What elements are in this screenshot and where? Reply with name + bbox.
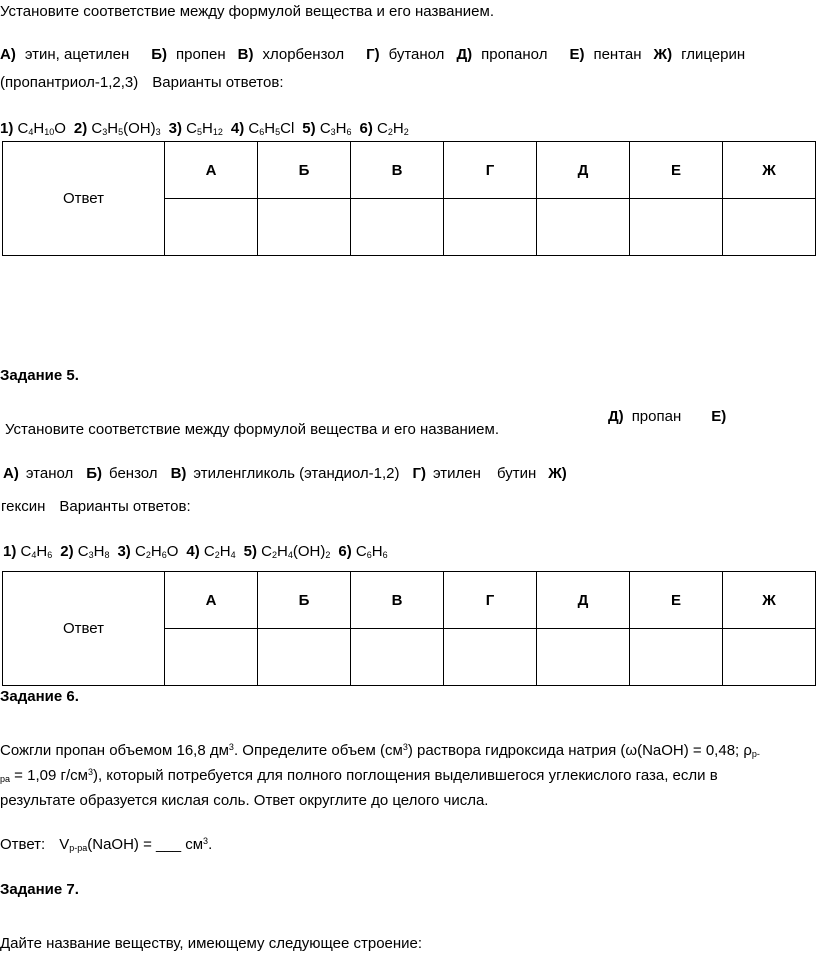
name-e-text: бутин [496,465,537,482]
task5-answer-table [2,571,816,686]
name-v-letter: В) [170,465,187,482]
name-text: пентан [593,46,642,63]
answer-cell[interactable] [723,199,816,256]
column-header: В [351,142,444,199]
task6-heading: Задание 6. [0,688,79,705]
variants-label: Варианты ответов: [152,74,284,91]
answer-cell[interactable] [444,199,537,256]
option-formula: $C_3H_6$ [319,120,352,137]
superscript: 3 [87,767,93,777]
subscript: р-ра [69,843,88,853]
name-text: хлорбензол [262,46,345,63]
option-formula: $C_2H_4(OH)_2$ [261,543,331,560]
task6-text: = 1,09 г/см [10,767,88,784]
name-zh-text: гексин [1,498,46,515]
column-header: А [165,572,258,629]
answer-cell[interactable] [723,629,816,686]
name-g-text: этилен [432,465,481,482]
column-header: В [351,572,444,629]
task6-text: ), который потребуется для полного поглощения выделившегося углекислого газа, если в [92,767,718,784]
task6-text: Сожгли пропан объемом 16,8 дм [0,742,229,759]
column-header: Ж [723,572,816,629]
subscript: р- [751,749,760,759]
option-number: 3) [168,120,182,137]
task6-text: . Определите объем (см [233,742,403,759]
task6-text-line1 [0,742,760,760]
superscript: 3 [228,742,234,752]
option-number: 5) [302,120,316,137]
option-formula: $C_4H_{10}O$ [17,120,66,137]
name-text: пропанол [481,46,548,63]
task5-heading: Задание 5. [0,367,79,384]
superscript: 3 [203,836,209,846]
name-letter: Е) [569,46,585,63]
name-letter: Г) [366,46,380,63]
task4-names-line2 [0,74,284,92]
superscript: 3 [402,742,408,752]
answer-cell[interactable] [165,629,258,686]
answer-label: Ответ [3,572,165,686]
subscript: ра [0,774,11,784]
name-text: этин, ацетилен [24,46,130,63]
answer-label: Ответ [3,142,165,256]
option-number: 4) [186,543,200,560]
answer-cell[interactable] [258,199,351,256]
name-a-text: этанол [25,465,74,482]
option-number: 2) [60,543,74,560]
answer-cell[interactable] [537,629,630,686]
answer-symbol: V [59,836,70,853]
option-formula: $C_3H_8$ [77,543,110,560]
name-a-letter: А) [3,465,19,482]
column-header: Е [630,572,723,629]
name-letter: А) [0,46,16,63]
column-header: Б [258,142,351,199]
task5-names-line2 [1,498,191,516]
option-number: 1) [0,120,14,137]
answer-label: Ответ: [0,836,46,853]
answer-cell[interactable] [258,629,351,686]
option-number: 6) [338,543,352,560]
name-letter: Ж) [653,46,673,63]
column-header: Д [537,572,630,629]
task4-options-line [0,120,409,138]
name-letter: Д) [456,46,473,63]
task5-instruction: Установите соответствие между формулой вещества и его названием. [5,421,499,438]
task6-answer-line [0,836,212,854]
column-header: Д [537,142,630,199]
task6-text: ) раствора гидроксида натрия (ω(NaOH) = 0,48; ρ [407,742,752,759]
answer-cell[interactable] [351,629,444,686]
name-d-letter: Д) [608,408,624,425]
variants-label: Варианты ответов: [59,498,191,515]
task7-instruction: Дайте название веществу, имеющему следующее строение: [0,935,423,952]
option-number: 5) [243,543,257,560]
column-header: Б [258,572,351,629]
option-formula: $C_6H_5Cl$ [248,120,295,137]
task6-text-line2 [0,767,718,785]
option-number: 6) [359,120,373,137]
name-b-letter: Б) [86,465,103,482]
option-formula: $C_2H_4$ [203,543,236,560]
column-header: А [165,142,258,199]
name-letter: В) [237,46,254,63]
name-g-letter: Г) [412,465,426,482]
name-text: глицерин [681,46,746,63]
task5-names-float [608,408,726,426]
option-formula: $C_3H_5(OH)_3$ [91,120,161,137]
column-header: Ж [723,142,816,199]
option-number: 2) [73,120,88,137]
glycerin-continuation: (пропантриол-1,2,3) [0,74,139,91]
answer-unit: см [181,836,204,853]
name-d-text: пропан [631,408,682,425]
option-number: 1) [3,543,17,560]
task4-names-line [0,46,745,64]
task5-options-line [3,543,388,561]
answer-end: . [208,836,213,853]
option-number: 3) [117,543,131,560]
column-header: Г [444,572,537,629]
answer-cell[interactable] [537,199,630,256]
answer-cell[interactable] [630,199,723,256]
name-letter: Б) [151,46,168,63]
option-formula: $C_6H_6$ [355,543,388,560]
name-b-text: бензол [109,465,158,482]
name-e-letter: Е) [711,408,727,425]
answer-cell[interactable] [351,199,444,256]
answer-blank[interactable]: ___ [156,836,182,853]
option-formula: $C_2H_6O$ [134,543,179,560]
answer-cell[interactable] [165,199,258,256]
task5-names-line [3,465,567,483]
name-text: пропен [176,46,226,63]
answer-cell[interactable] [630,629,723,686]
column-header: Г [444,142,537,199]
name-zh-letter: Ж) [548,465,567,482]
option-formula: $C_5H_{12}$ [186,120,223,137]
task4-answer-table [2,141,816,256]
option-number: 4) [230,120,245,137]
name-v-text: этиленгликоль (этандиол-1,2) [193,465,400,482]
name-text: бутанол [388,46,445,63]
task6-text-line3: результате образуется кислая соль. Ответ округлите до целого числа. [0,792,489,809]
option-formula: $C_4H_6$ [20,543,53,560]
task7-heading: Задание 7. [0,881,79,898]
task4-instruction: Установите соответствие между формулой вещества и его названием. [0,3,494,20]
answer-formula: (NaOH) = [87,836,157,853]
answer-cell[interactable] [444,629,537,686]
option-formula: $C_2H_2$ [377,120,409,137]
column-header: Е [630,142,723,199]
